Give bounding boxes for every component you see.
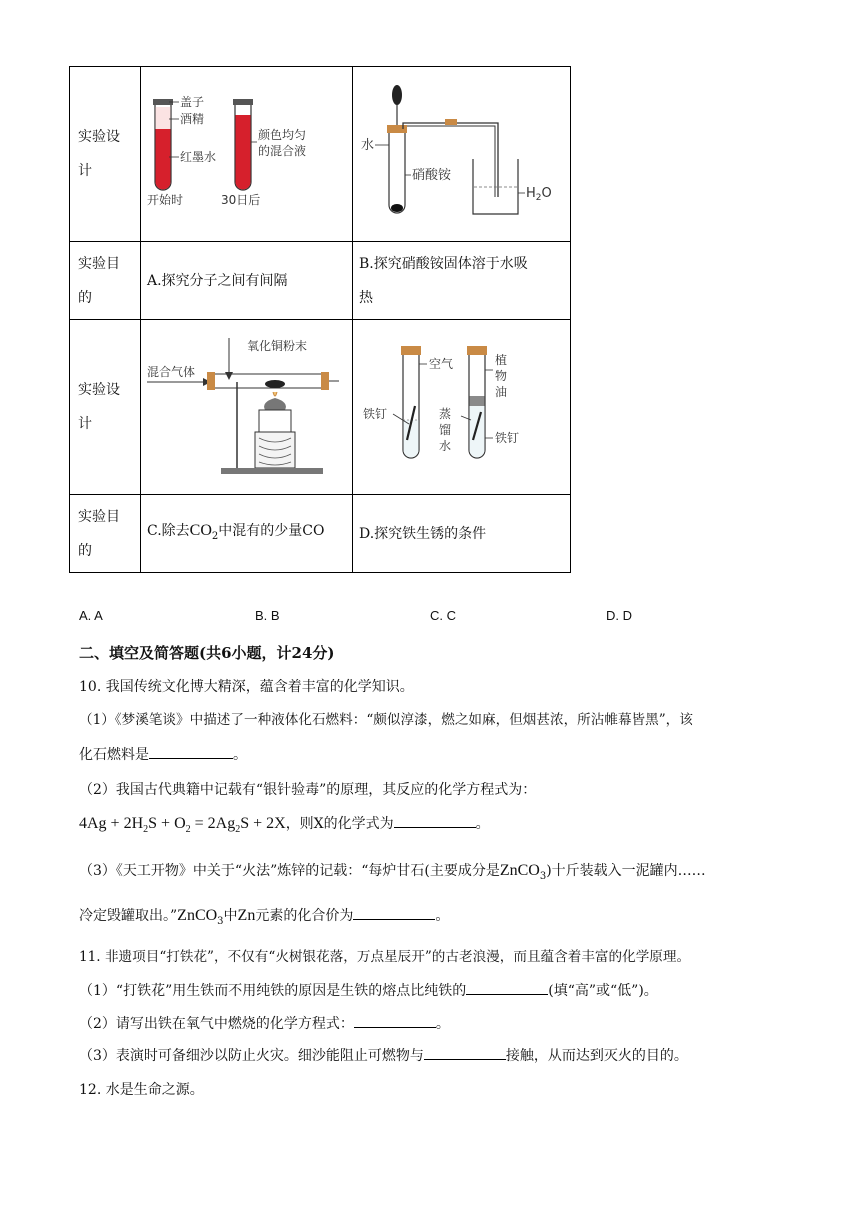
label-cuo-powder: 氧化铜粉末 (247, 339, 308, 353)
oil-layer (470, 396, 485, 406)
q11-p2: （2）请写出铁在氧气中燃烧的化学方程式： 。 (79, 1013, 450, 1033)
solid-nh4no3 (391, 204, 403, 212)
q11-p3: （3）表演时可备细沙以防止火灾。细沙能阻止可燃物与 接触，从而达到灭火的目的。 (79, 1045, 688, 1065)
purpose-c: C.除去$CO_2$中混有的少量CO (141, 495, 353, 573)
design-d (353, 320, 571, 495)
q12-stem: 12. 水是生命之源。 (79, 1082, 204, 1098)
row-label-design: 实验设计 (70, 67, 141, 242)
label-mixed-gas: 混合气体 (147, 365, 196, 379)
row-label-purpose-2: 实验目的 (70, 495, 141, 573)
q10-p2-equation: $4Ag + 2H_2S + O_2 = 2Ag_2S + 2X$，则X的化学式为 。 (79, 815, 490, 836)
q10-p1-line1: （1）《梦溪笔谈》中描述了一种液体化石燃料：“颇似淳漆，燃之如麻，但烟甚浓，所沾帷幕皆黑”，该 (79, 712, 693, 728)
q10-stem: 10. 我国传统文化博大精深，蕴含着丰富的化学知识。 (79, 679, 414, 695)
label-start: 开始时 (147, 193, 184, 207)
label-nail-left: 铁钉 (363, 407, 388, 421)
q10-p3-blank[interactable] (353, 905, 435, 920)
option-b[interactable]: B. B (255, 608, 280, 623)
label-cap: 盖子 (180, 95, 205, 109)
design-c (141, 320, 353, 495)
option-a[interactable]: A. A (79, 608, 103, 623)
label-alcohol: 酒精 (180, 112, 205, 126)
purpose-b: B.探究硝酸铵固体溶于水吸 热 (353, 242, 571, 320)
stand-base (221, 468, 323, 474)
label-water-2: 馏 (439, 423, 452, 437)
row-label-purpose: 实验目的 (70, 242, 141, 320)
purpose-d: D.探究铁生锈的条件 (353, 495, 571, 573)
q11-p1: （1）“打铁花”用生铁而不用纯铁的原因是生铁的熔点比纯铁的 (填“高”或“低”)。 (79, 980, 658, 1000)
design-a (141, 67, 353, 242)
label-red-ink: 红墨水 (180, 150, 217, 164)
label-mixed-1: 颜色均匀 (258, 128, 307, 142)
label-h2o: $H_2O$ (526, 186, 552, 203)
stopper-right (467, 346, 487, 355)
label-water-1: 蒸 (439, 407, 452, 421)
design-b (353, 67, 571, 242)
section-title: 二、填空及简答题(共6小题，计24分) (79, 644, 335, 662)
stopper-left (401, 346, 421, 355)
test-tube (389, 133, 405, 213)
q10-p1-blank[interactable] (149, 744, 233, 759)
experiment-table (69, 66, 571, 573)
alcohol-layer (156, 107, 171, 129)
q10-p1-line2: 化石燃料是 。 (79, 744, 247, 764)
option-c[interactable]: C. C (430, 608, 456, 623)
label-air: 空气 (429, 357, 454, 371)
label-oil-1: 植 (495, 353, 508, 367)
label-water: 水 (361, 138, 375, 153)
label-nail-right: 铁钉 (495, 431, 520, 445)
q11-p2-blank[interactable] (354, 1013, 436, 1028)
row-label-design-2: 实验设计 (70, 320, 141, 495)
label-nh4no3: 硝酸铵 (412, 168, 452, 183)
q11-p3-blank[interactable] (424, 1045, 506, 1060)
red-ink-layer (156, 129, 171, 190)
purpose-a: A.探究分子之间有间隔 (141, 242, 353, 320)
q10-p3-line1: （3）《天工开物》中关于“火法”炼锌的记载：“每炉甘石(主要成分是ZnCO$_3$)十斤装载入一泥罐内…… (79, 862, 706, 882)
q11-stem: 11. 非遗项目“打铁花”，不仅有“火树银花落，万点星辰开”的古老浪漫，而且蕴含着丰富的化学原理。 (79, 949, 691, 965)
label-water-3: 水 (439, 439, 452, 453)
iron-rust-diagram (353, 320, 564, 490)
copper-oxide (265, 380, 285, 388)
q10-p2-blank[interactable] (394, 813, 476, 828)
q10-p2-line1: （2）我国古代典籍中记载有“银针验毒”的原理，其反应的化学方程式为： (79, 782, 537, 798)
label-after-30-days: 30日后 (221, 193, 261, 207)
q11-p1-blank[interactable] (466, 980, 548, 995)
label-mixed-2: 的混合液 (258, 144, 307, 158)
mixed-liquid (236, 115, 251, 190)
q10-p3-line2: 冷定毁罐取出。”ZnCO$_3$中Zn元素的化合价为 。 (79, 907, 450, 927)
option-d[interactable]: D. D (606, 608, 632, 623)
test-tubes-diagram (141, 67, 346, 237)
stopper (387, 125, 407, 133)
copper-oxide-apparatus (141, 320, 346, 490)
delivery-tube (403, 123, 498, 197)
ammonium-nitrate-diagram (353, 67, 564, 237)
label-oil-3: 油 (495, 385, 508, 399)
dropper-bulb (392, 85, 402, 105)
alcohol-lamp (264, 398, 286, 410)
label-oil-2: 物 (495, 369, 508, 383)
tube-cap-right (233, 99, 253, 105)
